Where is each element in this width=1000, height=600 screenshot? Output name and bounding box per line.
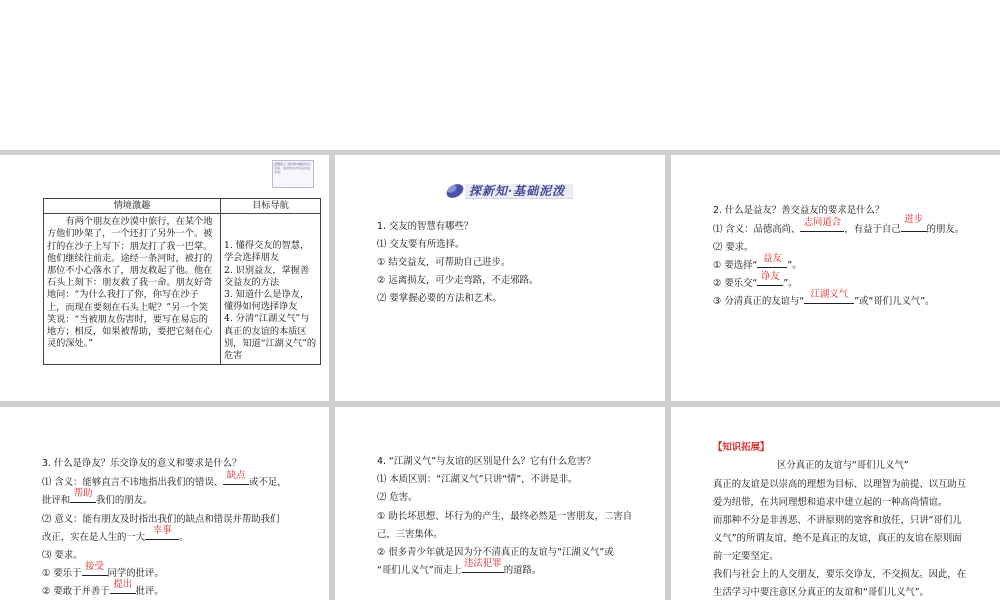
slide-4-frank-friends[interactable] — [0, 407, 329, 600]
line-1-part-b: 或不足， — [249, 477, 287, 488]
question-3: 3. 什么是诤友？乐交诤友的意义和要求是什么？ — [42, 458, 242, 469]
question-2: 2. 什么是益友？善交益友的要求是什么？ — [713, 205, 885, 216]
blank-2[interactable] — [901, 214, 927, 232]
answer-1: 缺点 — [226, 470, 246, 481]
line-2-part-b: 我们的朋友。 — [96, 495, 153, 506]
situation-goal-table — [43, 198, 321, 365]
answer-4: 诤友 — [760, 271, 780, 282]
slide-3-good-friends[interactable] — [671, 155, 1000, 401]
story-cell: 有两个朋友在沙漠中旅行，在某个地方他们吵架了，一个还打了另外一个。被打的在沙子上写下：朋友打了我一巴掌。他们继续往前走。途经一条河时，被打的那位不小心落水了，朋友救起了他。他在石头上刻下：朋友救了我一命。朋友好奇地问：“为什么我打了你，你写在沙子上，而现在要刻在石头上呢？”另一个笑笑说：“当被朋友伤害时，要写在易忘的地方；相反，如果被帮助，要把它刻在心灵的深处。” — [44, 214, 221, 365]
blank-1[interactable] — [462, 558, 504, 573]
answer-2: 进步 — [904, 214, 923, 225]
tip-stamp: 温馨提示 请将课本翻到对应页码，阅读相关内容后完成学案。 — [272, 160, 314, 188]
line-3: ⑵ 意义：能有朋友及时指出我们的缺点和错误并帮助我们 — [42, 514, 280, 525]
line-5 — [713, 289, 935, 307]
line-4: ⑵ 要掌握必要的方法和艺术。 — [377, 293, 502, 304]
line-4 — [42, 525, 189, 543]
paragraph-line-7: 生活学习中要注意区分真正的友谊和“哥们儿义气”。 — [713, 587, 929, 598]
line-1 — [713, 214, 965, 235]
line-3: ① 助长坏思想、坏行为的产生，最终必然是一害朋友，二害自 — [377, 511, 633, 522]
paragraph-line-5: 前一定要坚定。 — [713, 551, 779, 562]
answer-5: 江湖义气 — [810, 289, 848, 300]
line-4-part-a: 改正，实在是人生的一大 — [42, 532, 146, 543]
knowledge-tag: 【知识拓展】 — [713, 442, 770, 453]
top-blank-area — [0, 0, 1000, 150]
line-4: 己，三害集体。 — [377, 529, 443, 540]
line-6-part-a: ① 要乐于 — [42, 568, 82, 579]
line-1: ⑴ 本质区别：“江湖义气”只讲“情”，不讲是非。 — [377, 474, 578, 485]
answer-2: 帮助 — [73, 488, 93, 499]
line-6-part-a: “哥们儿义气”而走上 — [377, 565, 462, 576]
section-banner — [443, 179, 575, 201]
line-2-part-a: 批评和 — [42, 495, 71, 506]
paragraph-line-1: 真正的友谊是以崇高的理想为目标、以理智为前提、以互助互 — [713, 479, 967, 490]
question-1: 1. 交友的智慧有哪些？ — [377, 221, 474, 232]
line-3: ② 远离损友，可少走弯路，不走邪路。 — [377, 275, 539, 286]
line-5: ⑶ 要求。 — [42, 550, 83, 561]
line-4-part-a: ② 要乐交“ — [713, 278, 758, 289]
question-4: 4. “江湖义气”与友谊的区别是什么？它有什么危害？ — [377, 456, 596, 467]
line-1: ⑴ 交友要有所选择。 — [377, 239, 465, 250]
blank-5[interactable] — [804, 289, 854, 304]
paragraph-line-4: 义气”的所谓友谊，绝不是真正的友谊，真正的友谊在原则面 — [713, 533, 962, 544]
answer-1: 志同道合 — [803, 217, 842, 228]
line-2 — [42, 488, 153, 506]
blank-4[interactable] — [82, 561, 108, 576]
blank-4[interactable] — [757, 271, 783, 286]
table-header-goals: 目标导航 — [221, 199, 321, 214]
line-2: ⑵ 要求。 — [713, 242, 754, 253]
line-2: ① 结交益友，可帮助自己进步。 — [377, 257, 511, 268]
line-4-part-b: 。 — [179, 532, 189, 543]
answer-3: 幸事 — [152, 525, 172, 536]
line-4 — [713, 271, 798, 289]
line-6 — [42, 561, 164, 579]
line-5: ② 很多青少年就是因为分不清真正的友谊与“江湖义气”或 — [377, 547, 614, 558]
blank-3[interactable] — [145, 525, 179, 540]
goals-cell: 1. 懂得交友的智慧，学会选择朋友 2. 识别益友，掌握善交益友的方法 3. 知道什么是诤友，懂得如何选择诤友 4. 分清“江湖义气”与真正的友谊的本质区别，知道“江湖义气”的危害 — [221, 214, 321, 365]
slide-6-knowledge-extension[interactable] — [671, 407, 1000, 600]
line-3-part-a: ① 要选择“ — [713, 260, 758, 271]
banner-title: 探新知·基础泥泼 — [469, 184, 566, 198]
line-3-part-b: ”。 — [787, 260, 802, 271]
line-6-part-b: 的道路。 — [503, 565, 542, 576]
answer-3: 益友 — [762, 253, 782, 264]
paragraph-line-2: 爱为纽带，在共同理想和追求中建立起的一种高尚情谊。 — [713, 497, 948, 508]
paragraph-line-3: 而那种不分是非善恶、不讲原则的宽容和放任，只讲“哥们儿 — [713, 515, 962, 526]
line-6 — [377, 558, 542, 576]
blank-2[interactable] — [70, 488, 96, 503]
line-5-part-b: ”或“哥们儿义气”。 — [854, 296, 935, 307]
slide-2-friendship-wisdom[interactable] — [335, 155, 665, 401]
answer-5: 提出 — [113, 579, 133, 590]
line-4-part-b: ”。 — [783, 278, 798, 289]
slide-5-jianghu-yiqi[interactable] — [335, 407, 665, 600]
answer-4: 接受 — [85, 561, 104, 572]
line-7 — [42, 579, 164, 597]
line-7-part-a: ② 要敢于并善于 — [42, 586, 110, 597]
line-6-part-b: 同学的批评。 — [107, 568, 164, 579]
blank-5[interactable] — [110, 579, 136, 594]
extension-title: 区分真正的友谊与“哥们儿义气” — [777, 460, 909, 471]
blank-1[interactable] — [800, 217, 844, 232]
answer-1: 违法犯罪 — [463, 558, 502, 569]
leaf-icon — [443, 179, 467, 201]
line-1-part-a: ⑴ 含义：品德高尚、 — [713, 224, 801, 235]
paragraph-line-6: 我们与社会上的人交朋友，要乐交诤友，不交损友。因此，在 — [713, 569, 967, 580]
line-2: ⑵ 危害。 — [377, 492, 418, 503]
line-5-part-a: ③ 分清真正的友谊与“ — [713, 296, 805, 307]
line-1-part-c: 的朋友。 — [926, 224, 965, 235]
line-1-part-a: ⑴ 含义：能够直言不讳地指出我们的错误、 — [42, 477, 224, 488]
slide-1-situation-table[interactable] — [0, 155, 329, 401]
line-1-part-b: ，有益于自己 — [844, 224, 901, 235]
table-header-situation: 情境激趣 — [44, 199, 221, 214]
line-7-part-b: 批评。 — [135, 586, 164, 597]
blank-1[interactable] — [223, 470, 249, 485]
